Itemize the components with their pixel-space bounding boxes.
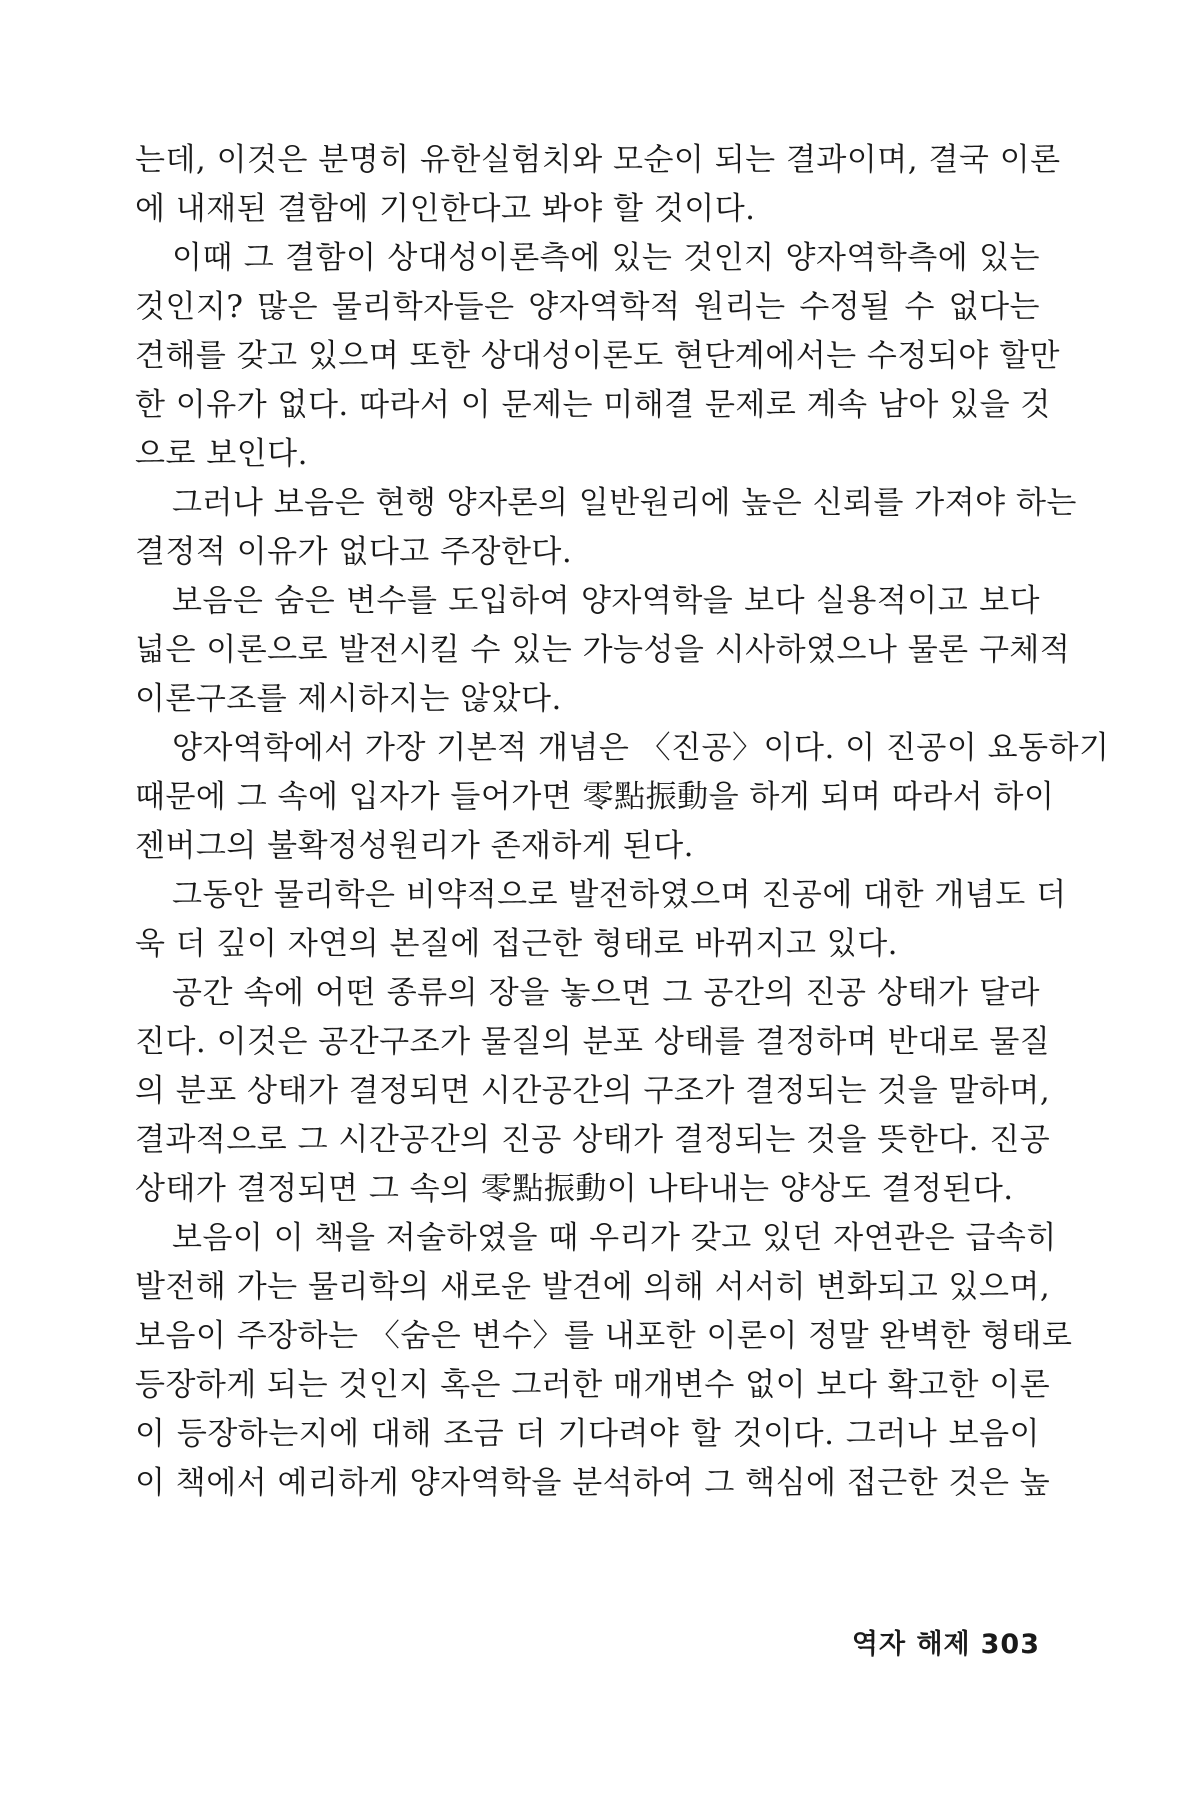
text-line: 이론구조를 제시하지는 않았다.	[135, 681, 562, 717]
text-line: 으로 보인다.	[135, 436, 308, 472]
running-footer	[842, 1622, 1040, 1661]
text-line: 발전해 가는 물리학의 새로운 발견에 의해 서서히 변화되고 있으며,	[135, 1269, 1051, 1305]
text-line: 는데, 이것은 분명히 유한실험치와 모순이 되는 결과이며, 결국 이론	[135, 142, 1061, 178]
text-line: 에 내재된 결함에 기인한다고 봐야 할 것이다.	[135, 191, 756, 227]
text-line: 것인지? 많은 물리학자들은 양자역학적 원리는 수정될 수 없다는	[135, 289, 1040, 325]
text-line: 보음이 이 책을 저술하였을 때 우리가 갖고 있던 자연관은 급속히	[172, 1220, 1057, 1256]
text-line: 견해를 갖고 있으며 또한 상대성이론도 현단계에서는 수정되야 할만	[135, 338, 1060, 374]
text-line: 상태가 결정되면 그 속의 零點振動이 나타내는 양상도 결정된다.	[135, 1171, 1014, 1207]
section-title: 역자 해제	[851, 1629, 971, 1660]
text-line: 그러나 보음은 현행 양자론의 일반원리에 높은 신뢰를 가져야 하는	[172, 485, 1077, 521]
text-line: 그동안 물리학은 비약적으로 발전하였으며 진공에 대한 개념도 더	[172, 877, 1067, 913]
text-line: 이 책에서 예리하게 양자역학을 분석하여 그 핵심에 접근한 것은 높	[135, 1465, 1051, 1501]
text-line: 의 분포 상태가 결정되면 시간공간의 구조가 결정되는 것을 말하며,	[135, 1073, 1051, 1109]
text-line: 젠버그의 불확정성원리가 존재하게 된다.	[135, 828, 694, 864]
text-line: 한 이유가 없다. 따라서 이 문제는 미해결 문제로 계속 남아 있을 것	[135, 387, 1051, 423]
text-line: 보음이 주장하는 〈숨은 변수〉를 내포한 이론이 정말 완벽한 형태로	[135, 1318, 1073, 1354]
page-number: 303	[980, 1629, 1040, 1660]
text-line: 진다. 이것은 공간구조가 물질의 분포 상태를 결정하며 반대로 물질	[135, 1024, 1051, 1060]
text-line: 공간 속에 어떤 종류의 장을 놓으면 그 공간의 진공 상태가 달라	[172, 975, 1040, 1011]
text-line: 이 등장하는지에 대해 조금 더 기다려야 할 것이다. 그러나 보음이	[135, 1416, 1040, 1452]
text-line: 욱 더 깊이 자연의 본질에 접근한 형태로 바뀌지고 있다.	[135, 926, 898, 962]
text-line: 때문에 그 속에 입자가 들어가면 零點振動을 하게 되며 따라서 하이	[135, 779, 1055, 815]
text-line: 양자역학에서 가장 기본적 개념은 〈진공〉이다. 이 진공이 요동하기	[172, 730, 1110, 766]
text-line: 보음은 숨은 변수를 도입하여 양자역학을 보다 실용적이고 보다	[172, 583, 1040, 619]
text-line: 결정적 이유가 없다고 주장한다.	[135, 534, 573, 570]
text-line: 등장하게 되는 것인지 혹은 그러한 매개변수 없이 보다 확고한 이론	[135, 1367, 1051, 1403]
text-line: 이때 그 결함이 상대성이론측에 있는 것인지 양자역학측에 있는	[172, 240, 1040, 276]
text-line: 넓은 이론으로 발전시킬 수 있는 가능성을 시사하였으나 물론 구체적	[135, 632, 1071, 668]
text-line: 결과적으로 그 시간공간의 진공 상태가 결정되는 것을 뜻한다. 진공	[135, 1122, 1051, 1158]
